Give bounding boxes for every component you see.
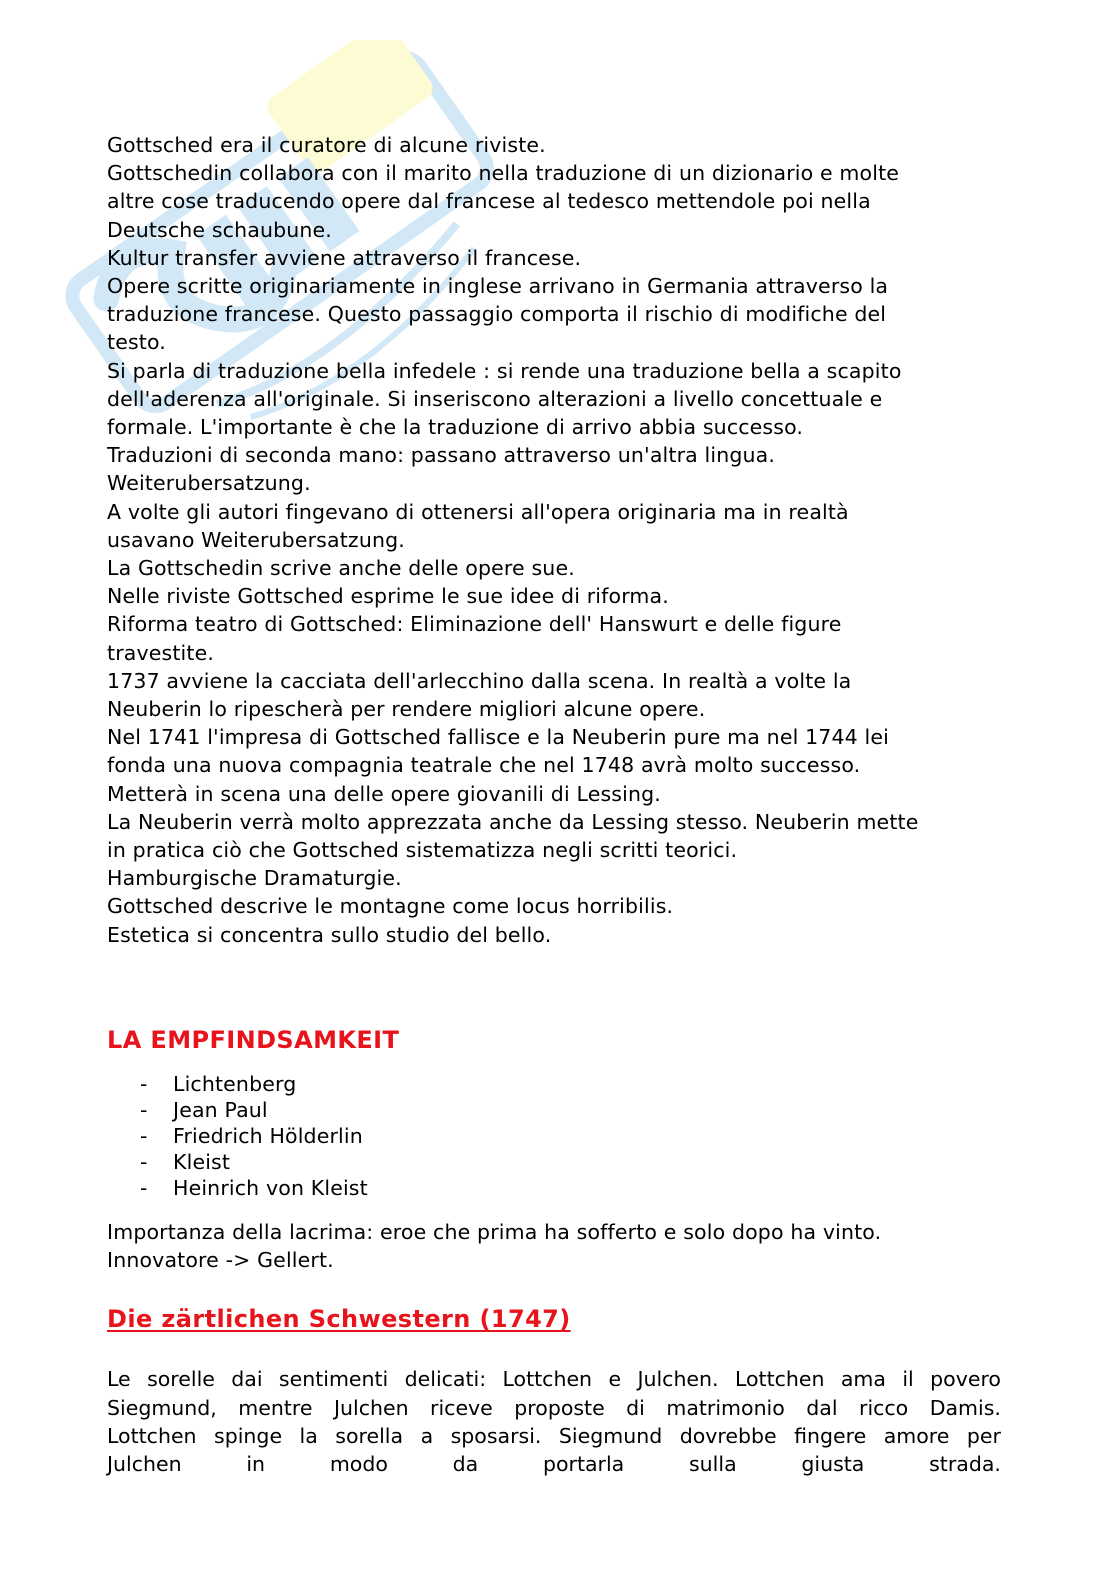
text-line: Si parla di traduzione bella infedele : si rende una traduzione bella a scapito xyxy=(107,358,902,383)
justified-line xyxy=(107,1365,1001,1393)
text-line: 1737 avviene la cacciata dell'arlecchino dalla scena. In realtà a volte la xyxy=(107,668,852,693)
word: dovrebbe xyxy=(679,1423,777,1448)
word: sorelle xyxy=(147,1367,215,1392)
document-page xyxy=(107,131,1007,1478)
word: Lottchen xyxy=(734,1367,825,1392)
bullet-dash: - xyxy=(140,1097,148,1122)
text-line: fonda una nuova compagnia teatrale che nel 1748 avrà molto successo. xyxy=(107,753,861,778)
word: Julchen xyxy=(333,1395,409,1420)
text-line: A volte gli autori fingevano di ottenersi all'opera originaria ma in realtà xyxy=(107,499,849,524)
list-item xyxy=(107,1097,1007,1123)
word: giusta xyxy=(801,1451,865,1476)
word: proposte xyxy=(514,1395,605,1420)
word: sulla xyxy=(689,1451,737,1476)
list-item xyxy=(107,1149,1007,1175)
word: matrimonio xyxy=(666,1395,785,1420)
word: sentimenti xyxy=(278,1367,389,1392)
list-item-text: Jean Paul xyxy=(173,1097,268,1122)
text-line: Nel 1741 l'impresa di Gottsched fallisce e la Neuberin pure ma nel 1744 lei xyxy=(107,725,889,750)
text-line: Deutsche schaubune. xyxy=(107,217,332,242)
word: Lottchen xyxy=(107,1423,197,1448)
text-line: Estetica si concentra sullo studio del bello. xyxy=(107,922,552,947)
word: mentre xyxy=(238,1395,313,1420)
word: sorella xyxy=(335,1423,404,1448)
bullet-dash: - xyxy=(140,1175,148,1200)
word: dal xyxy=(806,1395,838,1420)
word: spinge xyxy=(214,1423,283,1448)
text-line: Weiterubersatzung. xyxy=(107,471,311,496)
text-line: Gottsched descrive le montagne come locus horribilis. xyxy=(107,894,674,919)
author-list xyxy=(107,1071,1007,1201)
list-item xyxy=(107,1123,1007,1149)
word: riceve xyxy=(430,1395,493,1420)
text-line: Kultur transfer avviene attraverso il francese. xyxy=(107,245,582,270)
word: Le xyxy=(107,1367,131,1392)
word: dai xyxy=(231,1367,263,1392)
text-line: Metterà in scena una delle opere giovanili di Lessing. xyxy=(107,781,661,806)
list-item xyxy=(107,1175,1007,1201)
text-line: Gottsched era il curatore di alcune riviste. xyxy=(107,133,546,157)
word: Julchen xyxy=(107,1451,182,1476)
text-line: formale. L'importante è che la traduzione di arrivo abbia successo. xyxy=(107,415,804,440)
word: di xyxy=(626,1395,645,1420)
word: modo xyxy=(329,1451,388,1476)
bullet-dash: - xyxy=(140,1123,148,1148)
text-line: dell'aderenza all'originale. Si inseriscono alterazioni a livello concettuale e xyxy=(107,386,883,411)
text-line: usavano Weiterubersatzung. xyxy=(107,527,405,552)
text-line: traduzione francese. Questo passaggio comporta il rischio di modifiche del xyxy=(107,302,887,327)
word: Lottchen xyxy=(502,1367,593,1392)
word: delicati: xyxy=(404,1367,487,1392)
word: da xyxy=(452,1451,479,1476)
text-line: in pratica ciò che Gottsched sistematizza negli scritti teorici. xyxy=(107,838,738,863)
intro-paragraph xyxy=(107,131,1007,949)
text-line: Importanza della lacrima: eroe che prima ha sofferto e solo dopo ha vinto. xyxy=(107,1219,882,1244)
text-line: travestite. xyxy=(107,640,215,665)
text-line: Neuberin lo ripescherà per rendere migliori alcune opere. xyxy=(107,697,706,722)
list-item-text: Lichtenberg xyxy=(173,1071,297,1096)
word: Siegmund xyxy=(558,1423,663,1448)
word: Siegmund, xyxy=(107,1395,217,1420)
word: il xyxy=(902,1367,914,1392)
text-line: Nelle riviste Gottsched esprime le sue idee di riforma. xyxy=(107,584,669,609)
bullet-dash: - xyxy=(140,1071,148,1096)
text-line: La Gottschedin scrive anche delle opere sue. xyxy=(107,556,575,581)
text-line: Traduzioni di seconda mano: passano attraverso un'altra lingua. xyxy=(107,443,776,468)
word: ama xyxy=(840,1367,886,1392)
justified-line xyxy=(107,1422,1001,1450)
text-line: La Neuberin verrà molto apprezzata anche da Lessing stesso. Neuberin mette xyxy=(107,809,919,834)
list-item-text: Friedrich Hölderlin xyxy=(173,1123,363,1148)
word: strada. xyxy=(929,1451,1001,1476)
list-item-text: Kleist xyxy=(173,1149,231,1174)
justified-line xyxy=(107,1450,1001,1478)
word: amore xyxy=(883,1423,950,1448)
word: Damis. xyxy=(929,1395,1001,1420)
word: e xyxy=(608,1367,622,1392)
text-line: Riforma teatro di Gottsched: Eliminazione dell' Hanswurt e delle figure xyxy=(107,612,842,637)
section-heading-schwestern: Die zärtlichen Schwestern (1747) xyxy=(107,1305,571,1334)
word: portarla xyxy=(542,1451,625,1476)
word: sposarsi. xyxy=(450,1423,542,1448)
text-line: Hamburgische Dramaturgie. xyxy=(107,866,402,891)
word: ricco xyxy=(859,1395,909,1420)
list-item-text: Heinrich von Kleist xyxy=(173,1175,368,1200)
word: fingere xyxy=(794,1423,867,1448)
text-line: Opere scritte originariamente in inglese arrivano in Germania attraverso la xyxy=(107,274,889,299)
word: in xyxy=(246,1451,266,1476)
schwestern-paragraph xyxy=(107,1365,1001,1478)
empfindsamkeit-paragraph xyxy=(107,1218,1007,1274)
text-line: altre cose traducendo opere dal francese al tedesco mettendole poi nella xyxy=(107,189,871,214)
word: Julchen. xyxy=(637,1367,719,1392)
list-item xyxy=(107,1071,1007,1097)
text-line: Innovatore -> Gellert. xyxy=(107,1248,334,1273)
word: la xyxy=(299,1423,318,1448)
justified-line xyxy=(107,1394,1001,1422)
word: per xyxy=(966,1423,1001,1448)
text-line: Gottschedin collabora con il marito nella traduzione di un dizionario e molte xyxy=(107,161,900,186)
bullet-dash: - xyxy=(140,1149,148,1174)
word: a xyxy=(420,1423,434,1448)
section-heading-empfindsamkeit: LA EMPFINDSAMKEIT xyxy=(107,1025,400,1054)
word: povero xyxy=(930,1367,1001,1392)
text-line: testo. xyxy=(107,330,166,355)
